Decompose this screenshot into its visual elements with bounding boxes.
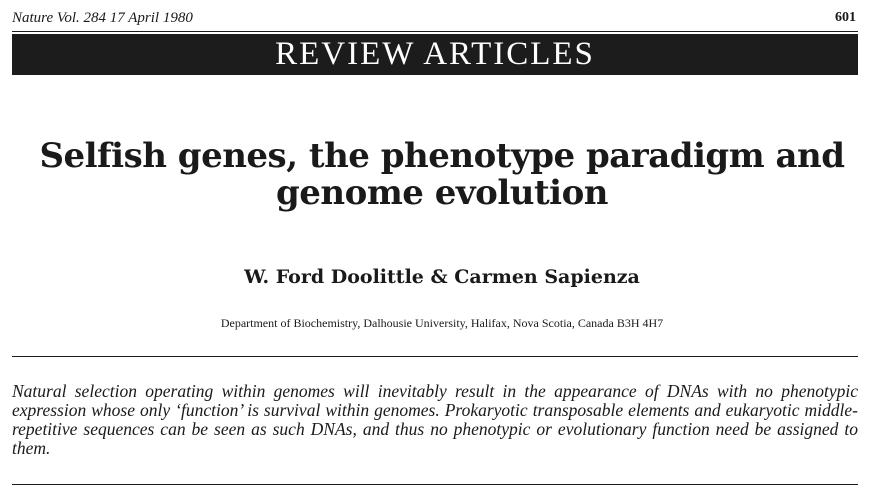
section-title: REVIEW ARTICLES (275, 36, 595, 72)
article-title-line-2: genome evolution (276, 173, 608, 213)
abstract-text: Natural selection operating within genomes will inevitably result in the appearance of DNAs with no phenotypic expression whose only ‘function’ is survival within genomes. Prokaryotic transposable elements and eukaryotic middle-repetitive sequences can be seen as such DNAs, and thus no phenotypic or evolutionary function need be assigned to them. (12, 381, 858, 458)
article-title-line-1: Selfish genes, the phenotype paradigm and (39, 136, 845, 176)
author-affiliation: Department of Biochemistry, Dalhousie University, Halifax, Nova Scotia, Canada B3H 4H7 (220, 316, 664, 330)
abstract-bottom-rule (12, 484, 858, 485)
header-rule (12, 31, 858, 32)
article-title (0, 138, 884, 212)
journal-citation: Nature Vol. 284 17 April 1980 (12, 10, 193, 26)
article-authors: W. Ford Doolittle & Carmen Sapienza (244, 266, 640, 288)
abstract-top-rule (12, 356, 858, 357)
page-number: 601 (835, 10, 856, 25)
